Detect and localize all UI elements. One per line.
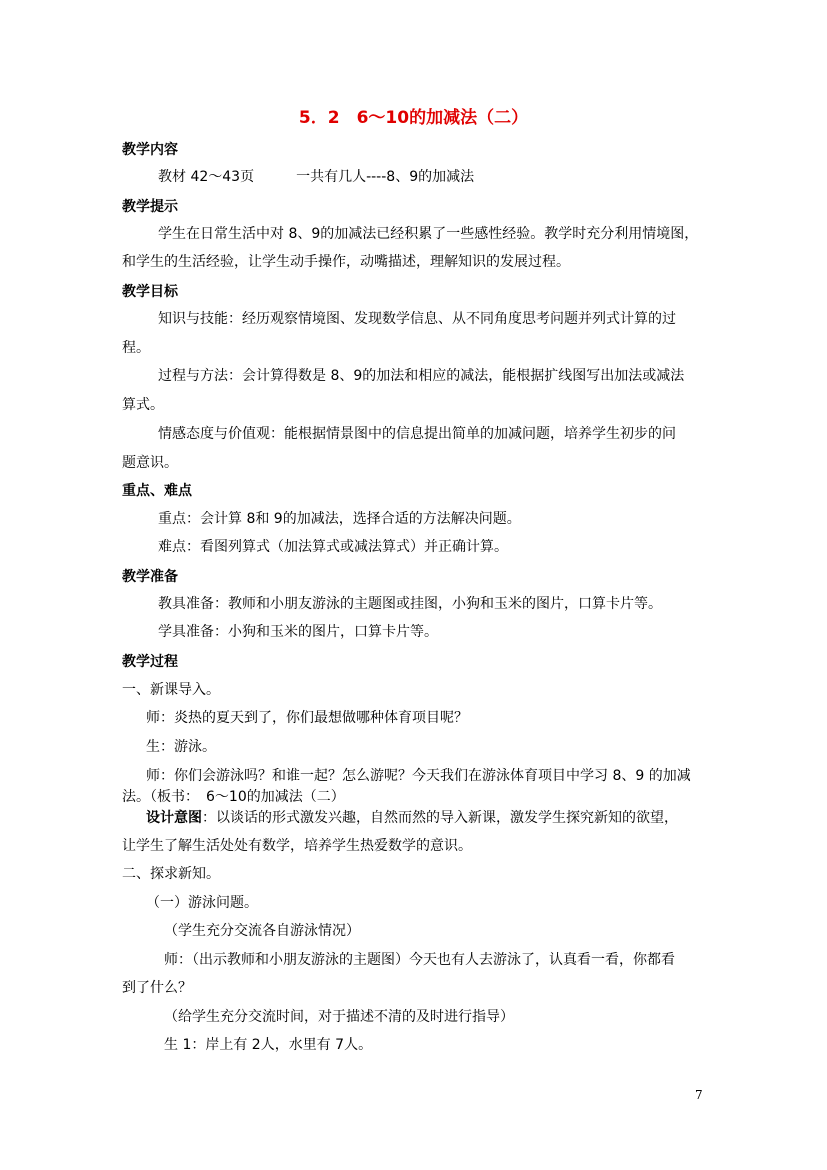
heading-preparation: 教学准备: [122, 569, 178, 585]
teacher-line-3b: 到了什么？: [122, 980, 192, 996]
note-guidance: （给学生充分交流时间，对于描述不清的及时进行指导）: [164, 1009, 514, 1025]
design-intent-line-2: 让学生了解生活处处有数学，培养学生热爱数学的意识。: [122, 838, 472, 854]
goal1-line-2: 程。: [122, 340, 150, 356]
goal3-line-1: 情感态度与价值观：能根据情景图中的信息提出简单的加减问题，培养学生初步的问: [158, 426, 676, 442]
goal1-line-1: 知识与技能：经历观察情境图、发现数学信息、从不同角度思考问题并列式计算的过: [158, 311, 676, 327]
design-intent-text: ：以谈话的形式激发兴趣，自然而然的导入新课，激发学生探究新知的欲望，: [202, 810, 678, 826]
note-exchange: （学生充分交流各自游泳情况）: [164, 923, 360, 939]
teacher-line-3a: 师：（出示教师和小朋友游泳的主题图）今天也有人去游泳了，认真看一看，你都看: [164, 952, 675, 968]
student-line-2: 生 1：岸上有 2人，水里有 7人。: [164, 1037, 373, 1053]
hint-line-2: 和学生的生活经验，让学生动手操作，动嘴描述，理解知识的发展过程。: [122, 254, 570, 270]
teacher-line-2b: 法。（板书： 6～10的加减法（二）: [122, 789, 345, 805]
content-line: 教材 42～43页 一共有几人----8、9的加减法: [158, 169, 475, 185]
goal3-line-2: 题意识。: [122, 455, 178, 471]
heading-teaching-goals: 教学目标: [122, 284, 178, 300]
difficult-point: 难点：看图列算式（加法算式或减法算式）并正确计算。: [158, 539, 508, 555]
student-line-1: 生：游泳。: [146, 739, 216, 755]
goal2-line-2: 算式。: [122, 397, 164, 413]
heading-process: 教学过程: [122, 654, 178, 670]
step-intro: 一、新课导入。: [122, 682, 220, 698]
heading-teaching-hint: 教学提示: [122, 199, 178, 215]
key-point: 重点：会计算 8和 9的加减法，选择合适的方法解决问题。: [158, 511, 521, 527]
step-explore: 二、探求新知。: [122, 866, 220, 882]
hint-line-1: 学生在日常生活中对 8、9的加减法已经积累了一些感性经验。教学时充分利用情境图，: [158, 226, 699, 242]
subsection-swimming: （一）游泳问题。: [146, 895, 258, 911]
design-intent-line-1: [146, 807, 678, 827]
prep-student: 学具准备：小狗和玉米的图片，口算卡片等。: [158, 624, 438, 640]
page-number: 7: [695, 1088, 703, 1102]
page-title: 5．2 6～10的加减法（二）: [298, 108, 529, 128]
goal2-line-1: 过程与方法：会计算得数是 8、9的加法和相应的减法，能根据扩线图写出加法或减法: [158, 368, 685, 384]
teacher-line-2a: 师：你们会游泳吗？和谁一起？怎么游呢？今天我们在游泳体育项目中学习 8、9 的加减: [146, 768, 691, 784]
design-intent-label: 设计意图: [146, 810, 202, 826]
heading-key-points: 重点、难点: [122, 483, 192, 499]
teacher-line-1: 师：炎热的夏天到了，你们最想做哪种体育项目呢？: [146, 710, 468, 726]
prep-teacher: 教具准备：教师和小朋友游泳的主题图或挂图，小狗和玉米的图片，口算卡片等。: [158, 596, 662, 612]
heading-teaching-content: 教学内容: [122, 142, 178, 158]
